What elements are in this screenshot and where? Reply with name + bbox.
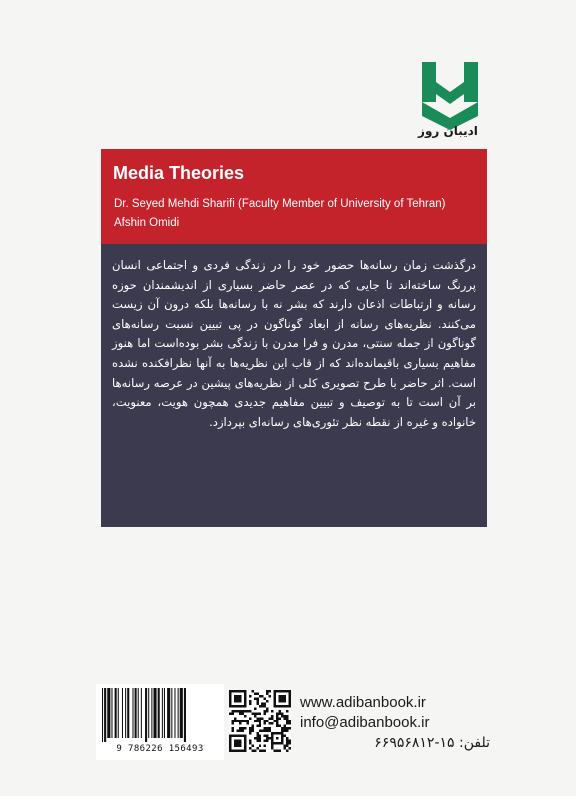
contact-block xyxy=(300,693,490,753)
book-summary: درگذشت زمان رسانه‌ها حضور خود را در زندگی فردی و اجتماعی انسان پررنگ ساخته‌اند تا جایی که در عصر حاضر بسیاری از اندیشمندان حوزه رسانه و ارتباطات اذعان دارند که بشر نه با رسانه‌ها بلکه درون آن زیست می‌کنند. نظریه‌های رسانه از ابعاد گوناگون در پی تبیین نسبت رسانه‌های گوناگون از جمله سنتی، مدرن و فرا مدرن با زندگی بشر بوده‌است اما هنوز مفاهیم بسیاری باقیمانده‌اند که از قاب این نظریه‌ها به آنها نظرافکنده نشده است. اثر حاضر با طرح تصویری کلی از نظریه‌های پیشین در عرصه رسانه‌ها بر آن است تا به توصیف و تبیین مفاهیم جدیدی همچون هویت، معنویت، خانواده و غیره از نقطه نظر تئوری‌های رسانه‌ای بپردازد. xyxy=(112,258,476,429)
publisher-logo-icon xyxy=(420,60,480,132)
barcode-icon xyxy=(100,688,220,742)
book-title: Media Theories xyxy=(113,163,245,183)
qr-code-icon xyxy=(229,690,291,752)
author-line-2: Afshin Omidi xyxy=(114,217,180,229)
isbn-number: 9 786226 156493 xyxy=(116,744,204,754)
phone-number: تلفن: ۱۵-۶۶۹۵۶۸۱۲ xyxy=(374,735,490,751)
author-line-1: Dr. Seyed Mehdi Sharifi (Faculty Member of University of Tehran) xyxy=(114,198,446,210)
website-link[interactable]: www.adibanbook.ir xyxy=(300,694,426,711)
isbn-barcode xyxy=(96,684,224,760)
email-link[interactable]: info@adibanbook.ir xyxy=(300,714,430,731)
publisher-name: ادیبان روز xyxy=(418,124,478,138)
